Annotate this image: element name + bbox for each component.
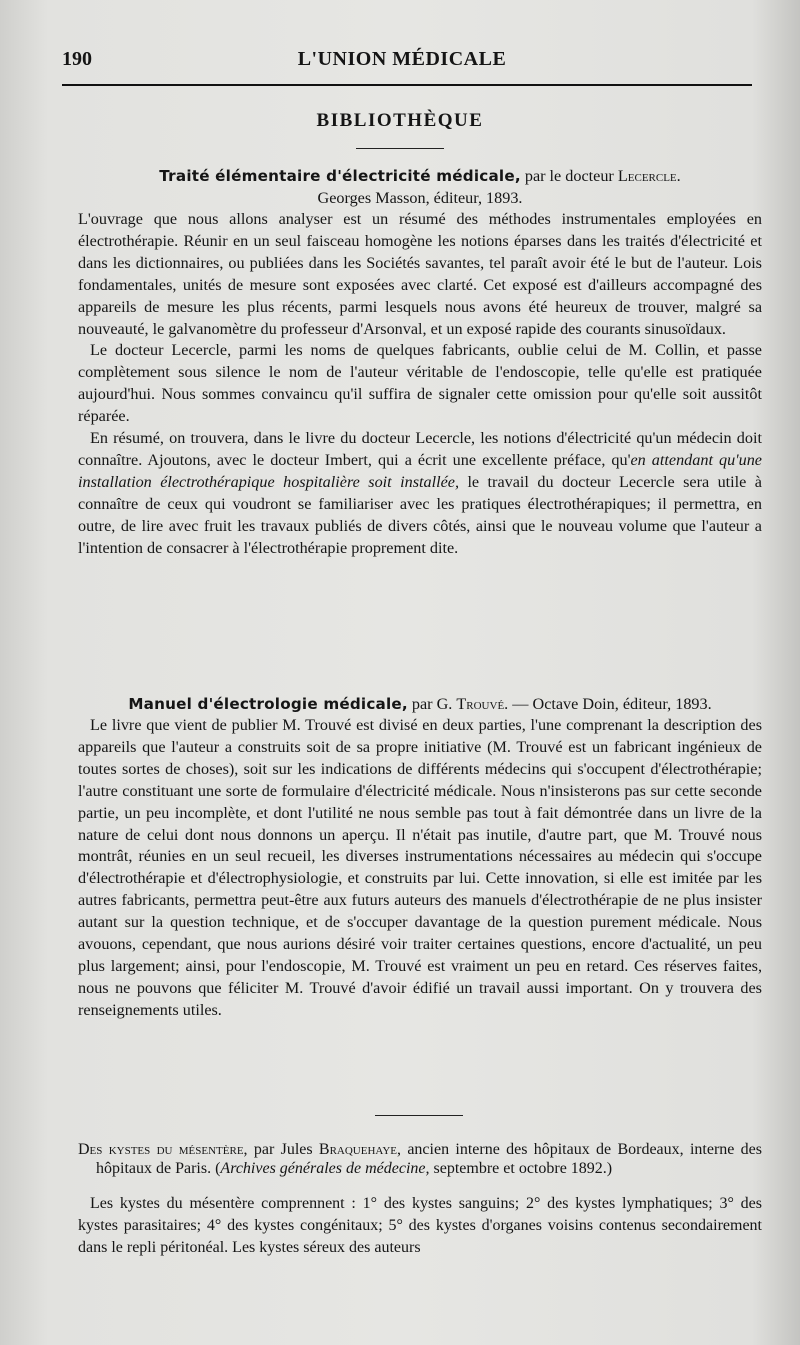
article-source: Archives générales de médecine, bbox=[220, 1160, 430, 1177]
article-by: , par Jules bbox=[243, 1141, 319, 1158]
review-1-paragraph-3 bbox=[78, 428, 762, 559]
review-1-heading bbox=[78, 165, 762, 209]
page-number: 190 bbox=[62, 48, 92, 70]
section-rule bbox=[356, 148, 444, 149]
review-2 bbox=[78, 693, 762, 1022]
running-head bbox=[62, 48, 742, 76]
review-1-p3-rest: le travail du docteur Lecercle sera utile à connaître de ceux qui voudront se familiariser avec les pratiques électrothérapiques; il permettra, en outre, de lire avec fruit les travaux publiés de divers côtés, ainsi que le nouveau volume que l'auteur a l'intention de consacrer à l'électrothérapie proprement dite. bbox=[78, 472, 762, 557]
review-1-p3-text: En résumé, on trouvera, dans le livre du docteur Lecercle, les notions d'électricité qu'un médecin doit connaître. Ajoutons, avec le docteur Imbert, qui a écrit une excellente préface, qu' bbox=[78, 429, 762, 469]
review-1-by: par le docteur bbox=[520, 167, 618, 185]
article-notice bbox=[78, 1140, 762, 1259]
review-1-paragraph-2: Le docteur Lecercle, parmi les noms de quelques fabricants, oublie celui de M. Collin, et passe complètement sous silence le nom de l'auteur véritable de l'endoscopie, telle qu'elle est pratiquée aujourd'hui. Nous sommes convaincu qu'il suffira de signaler cette omission pour qu'elle soit aussitôt réparée. bbox=[78, 341, 762, 426]
review-1-paragraph-1: L'ouvrage que nous allons analyser est un résumé des méthodes instrumentales employées en électrothérapie. Réunir en un seul faisceau homogène les notions éparses dans les traités d'électricité et dans les dictionnaires, ou publiées dans les Sociétés savantes, tel paraît avoir été le but de l'auteur. Lois fondamentales, unités de mesure sont exposées avec clarté. Cet exposé est d'ailleurs accompagné des appareils de mesure les plus récents, parmi lesquels nous avons été heureux de trouver, malgré sa nouveauté, le galvanomètre du professeur d'Arsonval, et un exposé rapide des courants sinusoïdaux. bbox=[78, 210, 762, 338]
review-2-heading bbox=[78, 693, 762, 715]
article-affiliation: , ancien interne des hôpitaux de Bordeaux, interne des hôpitaux de Paris. ( bbox=[96, 1141, 763, 1177]
review-2-publisher: — Octave Doin, éditeur, 1893. bbox=[508, 695, 712, 713]
review-2-by: par G. bbox=[407, 695, 457, 713]
review-1 bbox=[78, 165, 762, 560]
section-title: BIBLIOTHÈQUE bbox=[316, 110, 484, 131]
journal-title: L'UNION MÉDICALE bbox=[297, 48, 507, 70]
review-1-publisher: Georges Masson, éditeur, 1893. bbox=[317, 189, 523, 207]
review-1-p3-quote: en attendant qu'une installation électrothérapique hospitalière soit installée, bbox=[78, 450, 762, 491]
article-body: Les kystes du mésentère comprennent : 1° des kystes sanguins; 2° des kystes lymphatiques; 3° des kystes parasitaires; 4° des kystes congénitaux; 5° des kystes d'organes voisins contenus secondairement dans le repli péritonéal. Les kystes séreux des auteurs bbox=[78, 1195, 762, 1256]
review-2-paragraph-1: Le livre que vient de publier M. Trouvé est divisé en deux parties, l'une comprenant la description des appareils que l'auteur a construits soit de sa propre initiative (M. Trouvé est un fabricant ingénieux de toutes sortes de choses), soit sur les indications de différents médecins qui s'occupent d'électrothérapie; l'autre constituant une sorte de formulaire d'électricité médicale. Nous n'insisterons pas sur cette seconde partie, un peu incomplète, et dont l'utilité ne nous semble pas tout à fait démontrée dans un livre de la nature de celui dont nous donnons un aperçu. Il n'était pas inutile, d'autre part, que M. Trouvé nous montrât, réunies en un seul recueil, les diverses instrumentations nécessaires au médecin qui s'occupe d'électrothérapie et d'électrophysiologie, et construits par lui. Cette innovation, si elle est imitée par les autres fabricants, permettra peut-être aux futurs auteurs des manuels d'électrothérapie de ne plus insister autant sur la question technique, et de s'occuper davantage de la question purement médicale. Nous avouons, cependant, que nous aurions désiré voir traiter certaines questions, encore d'actualité, un peu plus largement; ainsi, pour l'endoscopie, M. Trouvé est vraiment un peu en retard. Ces réserves faites, nous ne pouvons que féliciter M. Trouvé d'avoir édifié un travail aussi important. On y trouvera des renseignements utiles. bbox=[78, 716, 762, 1019]
article-date: septembre et octobre 1892.) bbox=[429, 1160, 613, 1177]
review-1-title: Traité élémentaire d'électricité médicale, bbox=[159, 167, 521, 185]
review-1-author: Lecercle. bbox=[617, 167, 681, 185]
header-rule bbox=[62, 84, 752, 86]
article-title: Des kystes du mésentère bbox=[78, 1141, 244, 1158]
article-heading bbox=[78, 1140, 762, 1178]
separator-rule bbox=[375, 1115, 463, 1116]
review-2-author: Trouvé. bbox=[456, 695, 509, 713]
review-2-title: Manuel d'électrologie médicale, bbox=[128, 695, 408, 713]
article-author: Braquehaye bbox=[318, 1141, 398, 1158]
